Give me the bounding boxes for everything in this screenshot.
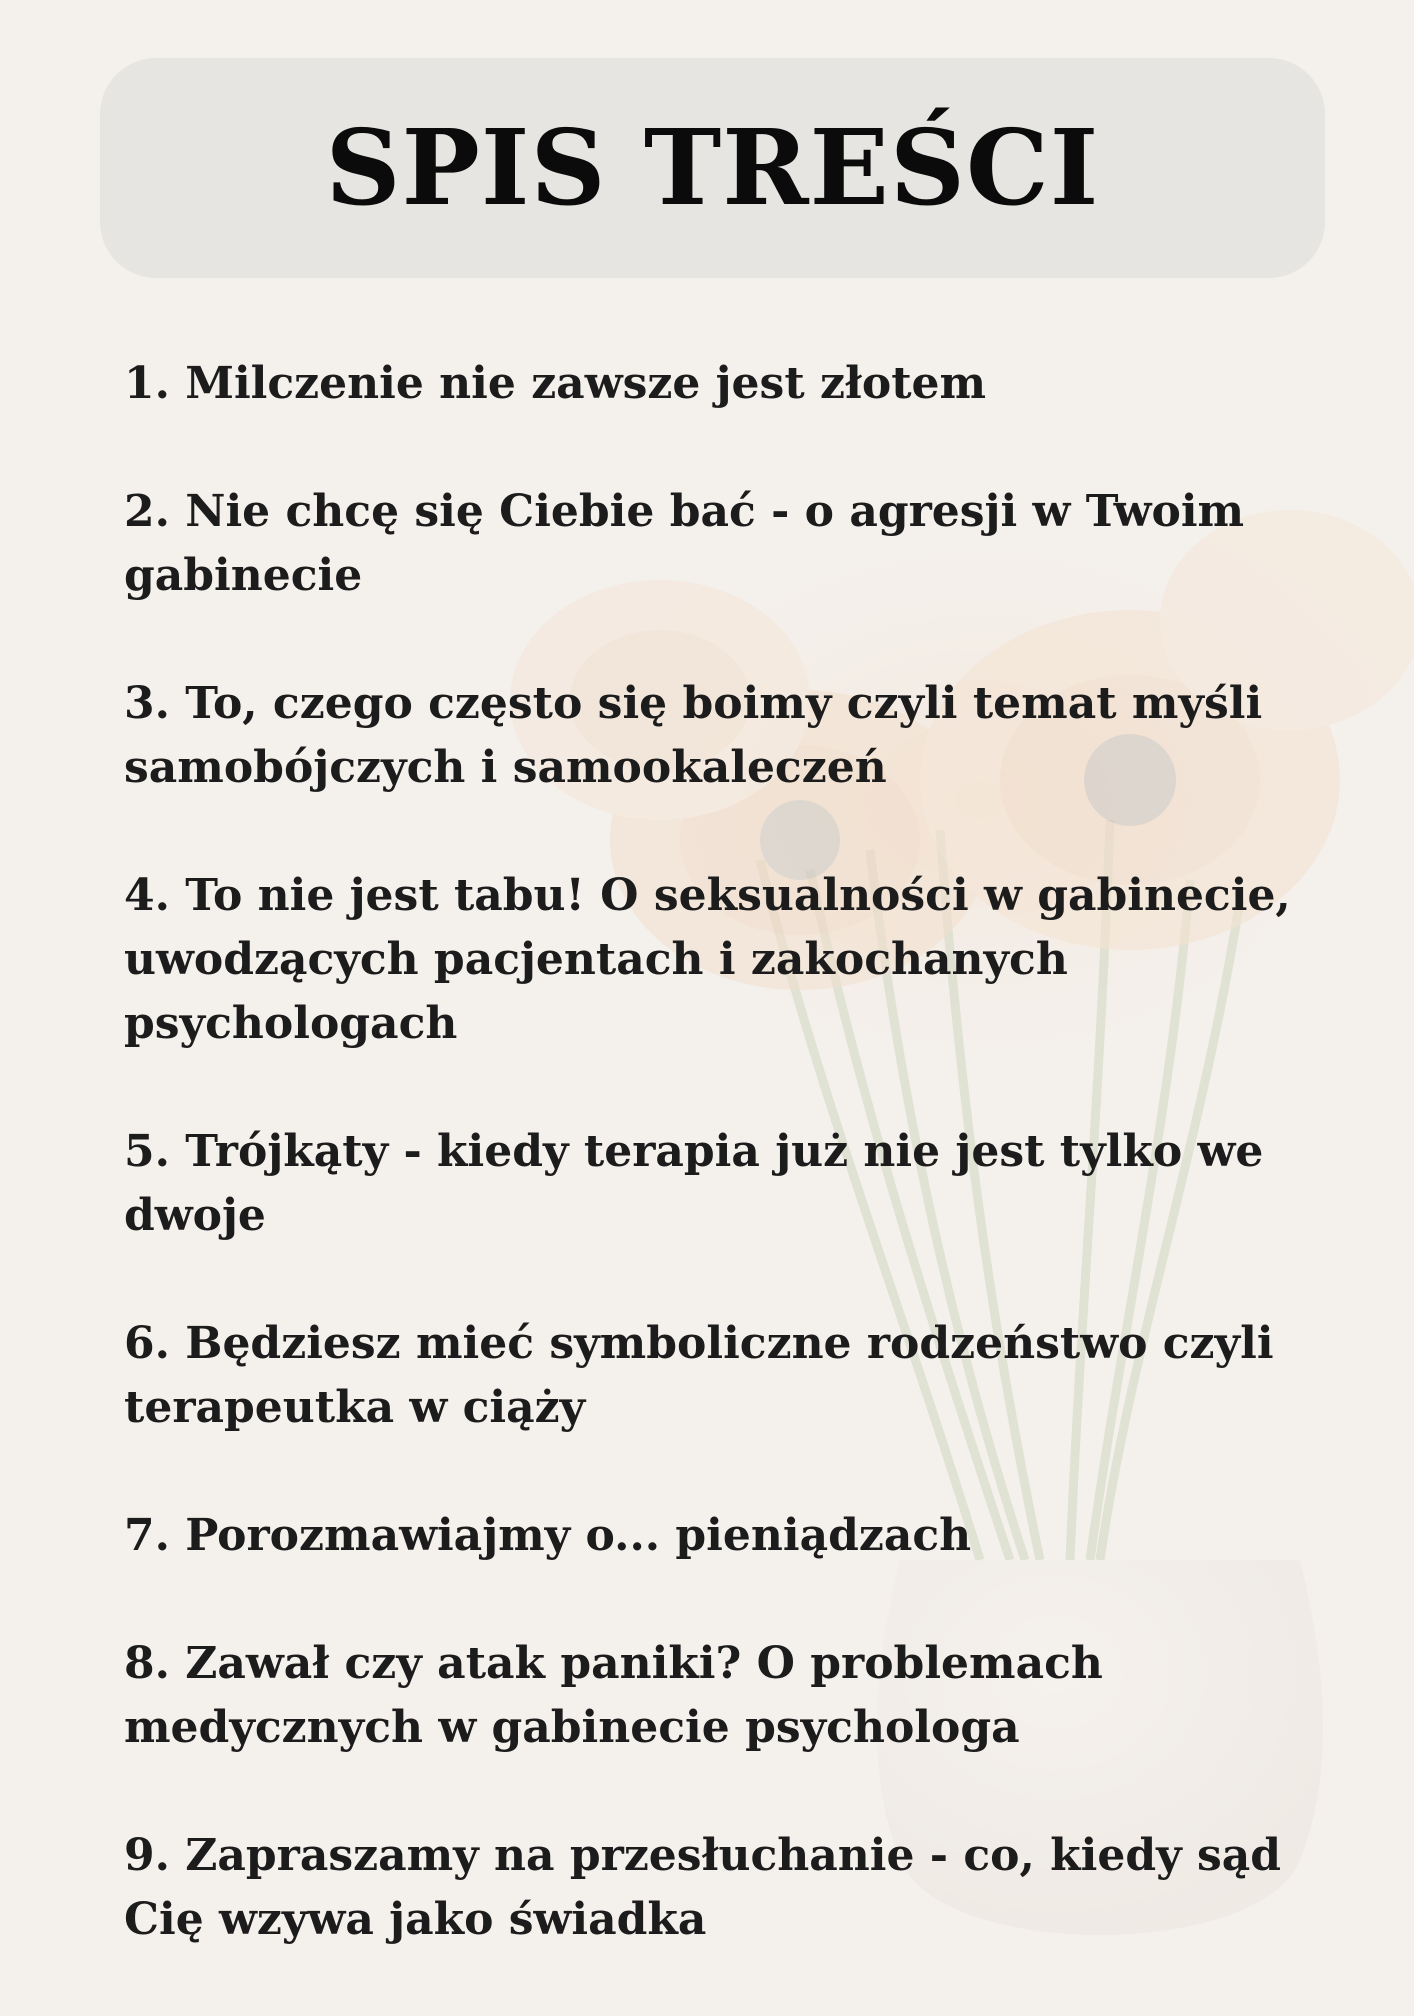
toc-item-9: 9. Zapraszamy na przesłuchanie - co, kiedy sąd Cię wzywa jako świadka: [124, 1830, 1282, 1945]
toc-item-7: 7. Porozmawiajmy o... pieniądzach: [124, 1510, 972, 1561]
toc-list: [124, 352, 1304, 2016]
toc-item-5: 5. Trójkąty - kiedy terapia już nie jest tylko we dwoje: [124, 1126, 1264, 1241]
toc-item-3: 3. To, czego często się boimy czyli temat myśli samobójczych i samookaleczeń: [124, 678, 1263, 793]
title-banner: [100, 58, 1325, 278]
page-title: SPIS TREŚCI: [325, 106, 1100, 229]
toc-item-4: 4. To nie jest tabu! O seksualności w gabinecie, uwodzących pacjentach i zakochanych psychologach: [124, 870, 1291, 1049]
toc-item-2: 2. Nie chcę się Ciebie bać - o agresji w Twoim gabinecie: [124, 486, 1245, 601]
toc-item-6: 6. Będziesz mieć symboliczne rodzeństwo czyli terapeutka w ciąży: [124, 1318, 1274, 1433]
toc-item-1: 1. Milczenie nie zawsze jest złotem: [124, 358, 987, 409]
toc-item-8: 8. Zawał czy atak paniki? O problemach medycznych w gabinecie psychologa: [124, 1638, 1103, 1753]
